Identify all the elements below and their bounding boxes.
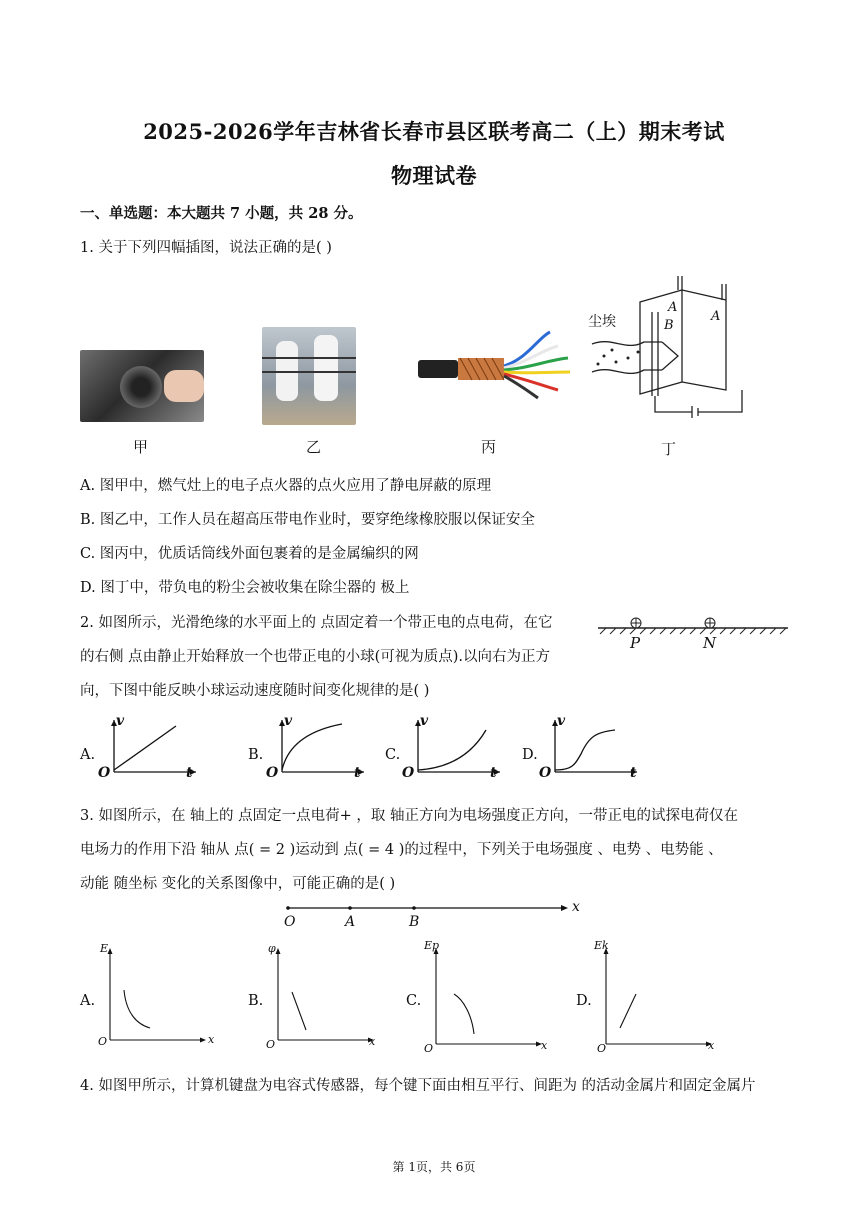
page-subtitle: 物理试卷 <box>391 163 477 188</box>
q2c-v-label: v <box>420 713 429 729</box>
figure-label-jia: 甲 <box>133 438 149 456</box>
q3-graph-d <box>596 944 718 1048</box>
q2d-t-label: t <box>630 765 637 781</box>
q2-curve-d <box>555 730 615 770</box>
q3-graph-a <box>100 944 215 1046</box>
q2d-v-label: v <box>557 713 566 729</box>
q3b-y-label: φ <box>268 942 276 955</box>
q2a-t-label: t <box>186 765 193 781</box>
page-footer: 第 1页，共 6页 <box>392 1160 476 1174</box>
q1-option-a: A. 图甲中，燃气灶上的电子点火器的点火应用了静电屏蔽的原理 <box>80 478 492 494</box>
q2-line-1: 2. 如图所示，光滑绝缘的水平面上的 点固定着一个带正电的点电荷，在它 <box>80 615 553 631</box>
q2-curve-c <box>418 730 486 770</box>
q3-option-c-label: C. <box>406 993 422 1009</box>
plate-a-label: A <box>668 300 678 315</box>
q2b-v-label: v <box>284 713 293 729</box>
q1-option-d: D. 图丁中，带负电的粉尘会被收集在除尘器的 极上 <box>80 580 410 596</box>
q3a-y-label: E <box>100 942 109 955</box>
plate-a2-label: A <box>711 309 721 324</box>
point-p-label: P <box>630 634 641 652</box>
q3-graph-b <box>268 944 380 1044</box>
q2a-v-label: v <box>116 713 125 729</box>
point-n-label: N <box>703 634 717 652</box>
q3d-origin: O <box>597 1042 607 1055</box>
q2b-origin: O <box>266 765 279 781</box>
q3a-x-label: x <box>208 1033 215 1046</box>
precipitator-figure <box>582 272 752 422</box>
page-title: 2025-2026学年吉林省长春市县区联考高二（上）期末考试 <box>143 119 725 144</box>
figure-label-bing: 丙 <box>481 438 497 456</box>
q3-line-2: 电场力的作用下沿 轴从 点( = 2 )运动到 点( = 4 )的过程中，下列关于电场强度 、电势 、电势能 、 <box>80 842 723 858</box>
q2-curve-a <box>114 726 176 770</box>
question-1-stem: 1. 关于下列四幅插图，说法正确的是( ) <box>80 240 332 256</box>
shielded-cable-figure <box>418 328 578 398</box>
q3-label-a: A <box>345 914 356 930</box>
q1-option-b: B. 图乙中，工作人员在超高压带电作业时，要穿绝缘橡胶服以保证安全 <box>80 512 535 528</box>
q2c-origin: O <box>402 765 415 781</box>
q3d-y-label: Ek <box>594 939 609 952</box>
q2-curve-b <box>282 724 342 770</box>
q2-line-2: 的右侧 点由静止开始释放一个也带正电的小球(可视为质点).以向右为正方 <box>80 649 551 665</box>
q2-option-c-label: C. <box>385 747 401 763</box>
q3-option-a-label: A. <box>80 993 96 1009</box>
charge-p-icon <box>631 618 641 628</box>
q3-line-3: 动能 随坐标 变化的关系图像中，可能正确的是( ) <box>80 876 396 892</box>
q3-curve-d <box>620 994 636 1028</box>
q1-option-c: C. 图丙中，优质话筒线外面包裹着的是金属编织的网 <box>80 546 419 562</box>
q2c-t-label: t <box>490 765 497 781</box>
q3-curve-b <box>292 992 306 1030</box>
q2-option-d-label: D. <box>522 747 538 763</box>
q2-line-3: 向，下图中能反映小球运动速度随时间变化规律的是( ) <box>80 683 430 699</box>
dust-label: 尘埃 <box>588 314 616 330</box>
q3c-y-label: Ep <box>424 939 440 952</box>
charge-n-icon <box>705 618 715 628</box>
q2-option-b-label: B. <box>248 747 264 763</box>
q3d-x-label: x <box>708 1039 715 1052</box>
q2b-t-label: t <box>354 765 361 781</box>
q2-surface-figure <box>596 614 792 638</box>
q3-label-x: x <box>572 899 580 915</box>
live-line-workers-photo <box>262 327 356 425</box>
q3-x-axis-line <box>284 900 574 916</box>
stove-igniter-photo <box>80 350 204 422</box>
q3-curve-c <box>454 994 474 1034</box>
q3-option-d-label: D. <box>576 993 592 1009</box>
section-heading: 一、单选题：本大题共 7 小题，共 28 分。 <box>80 205 363 222</box>
q2a-origin: O <box>98 765 111 781</box>
q3-curve-a <box>124 990 150 1028</box>
plate-b-label: B <box>664 318 674 333</box>
figure-label-ding: 丁 <box>661 440 677 458</box>
q3-option-b-label: B. <box>248 993 264 1009</box>
q3-label-b: B <box>409 914 420 930</box>
q2-option-a-label: A. <box>80 747 96 763</box>
q3b-x-label: x <box>369 1035 376 1048</box>
q2d-origin: O <box>539 765 552 781</box>
q3c-origin: O <box>424 1042 434 1055</box>
q3c-x-label: x <box>541 1039 548 1052</box>
q3-line-1: 3. 如图所示，在 轴上的 点固定一点电荷+ ，取 轴正方向为电场强度正方向，一带正电的试探电荷仅在 <box>80 808 739 824</box>
q3a-origin: O <box>98 1035 108 1048</box>
q3b-origin: O <box>266 1038 276 1051</box>
figure-label-yi: 乙 <box>306 438 322 456</box>
q3-graph-c <box>426 944 548 1048</box>
q3-label-o: O <box>284 914 296 930</box>
q4-stem: 4. 如图甲所示，计算机键盘为电容式传感器，每个键下面由相互平行、间距为 的活动金属片和固定金属片 <box>80 1078 756 1094</box>
